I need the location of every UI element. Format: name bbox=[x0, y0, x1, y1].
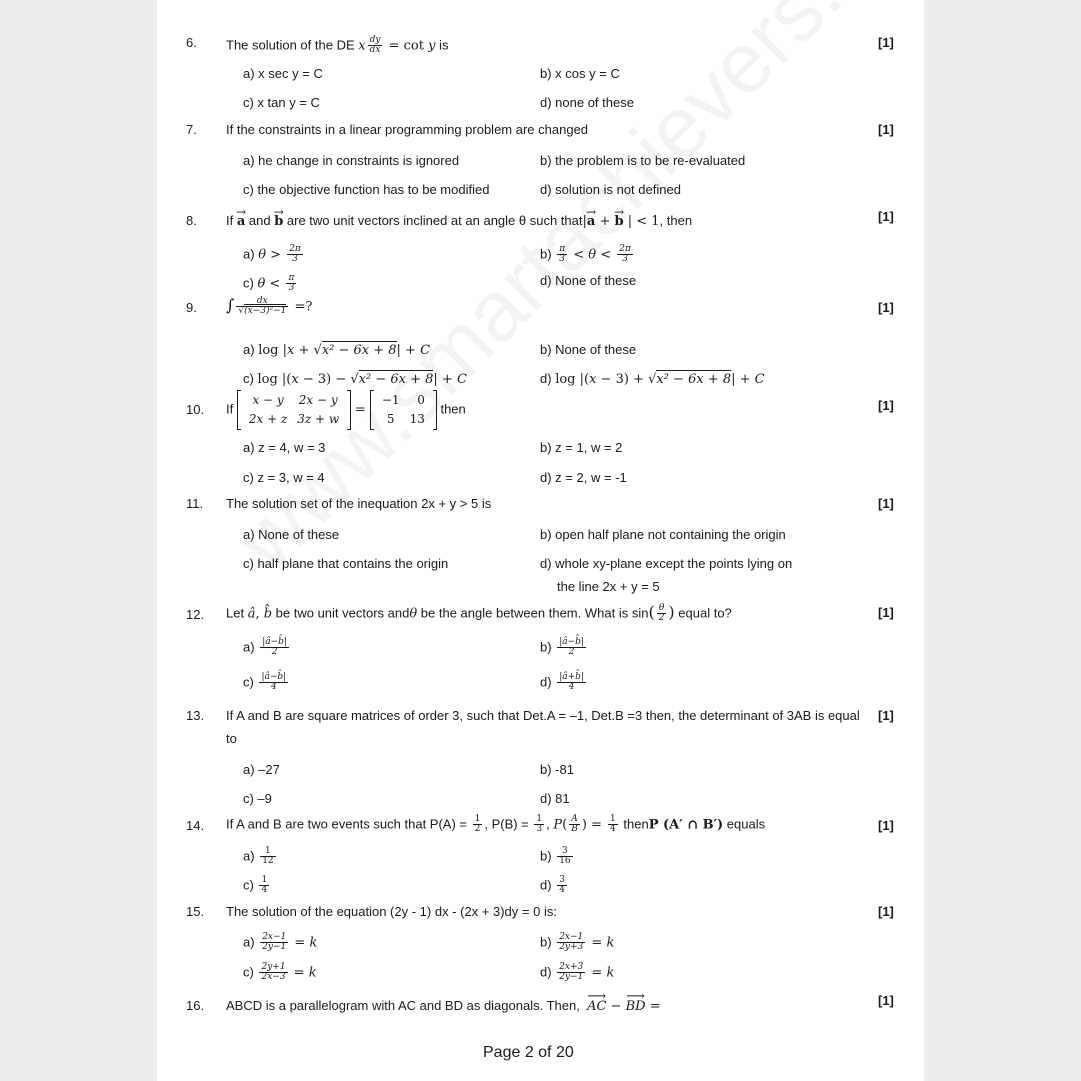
option-b[interactable]: b) $\frac{3}{16}$ bbox=[540, 846, 571, 867]
question-text: The solution set of the inequation 2x + y > 5 is bbox=[226, 496, 492, 511]
marks-label: [1] bbox=[878, 904, 894, 919]
question-number: 16. bbox=[186, 998, 205, 1013]
question-text: If A and B are square matrices of order 3, such that Det.A = –1, Det.B =3 then, the determinant of 3AB is equal bbox=[226, 708, 860, 723]
question-text: The solution of the DE x $\frac{dy}{dx}$ = cot y is bbox=[226, 35, 449, 56]
option-c[interactable]: c) z = 3, w = 4 bbox=[243, 470, 325, 485]
option-d[interactable]: d) log |(x − 3) + √x² − 6x + 8| + C bbox=[540, 371, 765, 387]
question-number: 12. bbox=[186, 607, 205, 622]
option-d[interactable]: d) none of these bbox=[540, 95, 634, 110]
option-d[interactable]: d) $\frac{2x+3}{2y-1}$ = k bbox=[540, 962, 615, 983]
marks-label: [1] bbox=[878, 300, 894, 315]
option-b[interactable]: b) $\frac{\pi}{3}$ < θ < $\frac{2\pi}{3}$ bbox=[540, 244, 631, 265]
option-a[interactable]: a) None of these bbox=[243, 527, 340, 542]
question-number: 9. bbox=[186, 300, 197, 315]
question-text: Let â, b̂ be two unit vectors andθ be the angle between them. What is sin( $\frac{\theta}{2}$ ) equal to? bbox=[226, 602, 732, 624]
option-a[interactable]: a) $\frac{1}{12}$ bbox=[243, 846, 274, 867]
question-number: 10. bbox=[186, 402, 205, 417]
question-number: 13. bbox=[186, 708, 205, 723]
option-c[interactable]: c) θ < $\frac{\pi}{3}$ bbox=[243, 273, 295, 294]
question-number: 7. bbox=[186, 122, 197, 137]
option-c[interactable]: c) –9 bbox=[243, 791, 272, 806]
option-b[interactable]: b) x cos y = C bbox=[540, 66, 620, 81]
question-text: If the constraints in a linear programming problem are changed bbox=[226, 122, 589, 137]
question-text: If x − y 2x − y 2x + z 3z + w = −1 0 5 13 then bbox=[226, 390, 466, 430]
option-b[interactable]: b) None of these bbox=[540, 342, 637, 357]
option-c[interactable]: c) half plane that contains the origin bbox=[243, 556, 449, 571]
question-text: If A and B are two events such that P(A) = $\frac{1}{2}$ , P(B) = $\frac{1}{3}$ , P( $\frac{A}{B}$ ) = $\frac{1}{4}$ thenP (A′ ∩ B′) equals bbox=[226, 814, 766, 835]
question-number: 11. bbox=[186, 496, 204, 511]
marks-label: [1] bbox=[878, 398, 894, 413]
option-c[interactable]: c) $\frac{|â-b̂|}{4}$ bbox=[243, 672, 287, 693]
option-b[interactable]: b) $\frac{|â-b̂|}{2}$ bbox=[540, 637, 584, 658]
question-number: 6. bbox=[186, 35, 197, 50]
marks-label: [1] bbox=[878, 818, 894, 833]
option-a[interactable]: a) log |x + √x² − 6x + 8| + C bbox=[243, 342, 431, 358]
marks-label: [1] bbox=[878, 708, 894, 723]
option-b[interactable]: b) $\frac{2x-1}{2y+3}$ = k bbox=[540, 932, 615, 953]
option-d[interactable]: d) z = 2, w = -1 bbox=[540, 470, 627, 485]
marks-label: [1] bbox=[878, 122, 894, 137]
option-d[interactable]: d) solution is not defined bbox=[540, 182, 681, 197]
option-d-continued: the line 2x + y = 5 bbox=[557, 579, 660, 594]
question-text: The solution of the equation (2y - 1) dx - (2x + 3)dy = 0 is: bbox=[226, 904, 557, 919]
marks-label: [1] bbox=[878, 993, 894, 1008]
option-c[interactable]: c) $\frac{2y+1}{2x-3}$ = k bbox=[243, 962, 317, 983]
option-a[interactable]: a) –27 bbox=[243, 762, 280, 777]
option-b[interactable]: b) open half plane not containing the origin bbox=[540, 527, 786, 542]
option-d[interactable]: d) $\frac{|â+b̂|}{4}$ bbox=[540, 672, 584, 693]
question-text: ∫ $\frac{dx}{\text{√(x−3)²−1}}$ =? bbox=[226, 295, 313, 317]
option-b[interactable]: b) -81 bbox=[540, 762, 574, 777]
option-b[interactable]: b) z = 1, w = 2 bbox=[540, 440, 623, 455]
marks-label: [1] bbox=[878, 496, 894, 511]
question-number: 15. bbox=[186, 904, 205, 919]
option-a[interactable]: a) he change in constraints is ignored bbox=[243, 153, 460, 168]
question-text: ABCD is a parallelogram with AC and BD as diagonals. Then, ⟶ AC − ⟶ BD = bbox=[226, 999, 661, 1013]
option-c[interactable]: c) x tan y = C bbox=[243, 95, 320, 110]
question-text-continued: to bbox=[226, 731, 237, 746]
question-text: If → a and → b are two unit vectors inclined at an angle θ such that|→ a + → b | < 1, then bbox=[226, 214, 692, 228]
page-footer: Page 2 of 20 bbox=[483, 1044, 574, 1061]
option-c[interactable]: c) the objective function has to be modified bbox=[243, 182, 490, 197]
question-number: 14. bbox=[186, 818, 205, 833]
marks-label: [1] bbox=[878, 209, 894, 224]
marks-label: [1] bbox=[878, 35, 894, 50]
option-b[interactable]: b) the problem is to be re-evaluated bbox=[540, 153, 746, 168]
option-d[interactable]: d) whole xy-plane except the points lying on bbox=[540, 556, 793, 571]
option-a[interactable]: a) x sec y = C bbox=[243, 66, 323, 81]
option-d[interactable]: d) $\frac{3}{4}$ bbox=[540, 875, 565, 896]
option-a[interactable]: a) θ > $\frac{2\pi}{3}$ bbox=[243, 244, 301, 265]
option-d[interactable]: d) None of these bbox=[540, 273, 637, 288]
option-a[interactable]: a) z = 4, w = 3 bbox=[243, 440, 326, 455]
option-c[interactable]: c) log |(x − 3) − √x² − 6x + 8| + C bbox=[243, 371, 467, 387]
option-a[interactable]: a) $\frac{|â-b̂|}{2}$ bbox=[243, 637, 287, 658]
option-a[interactable]: a) $\frac{2x-1}{2y-1}$ = k bbox=[243, 932, 318, 953]
question-number: 8. bbox=[186, 213, 197, 228]
marks-label: [1] bbox=[878, 605, 894, 620]
option-c[interactable]: c) $\frac{1}{4}$ bbox=[243, 875, 268, 896]
option-d[interactable]: d) 81 bbox=[540, 791, 570, 806]
